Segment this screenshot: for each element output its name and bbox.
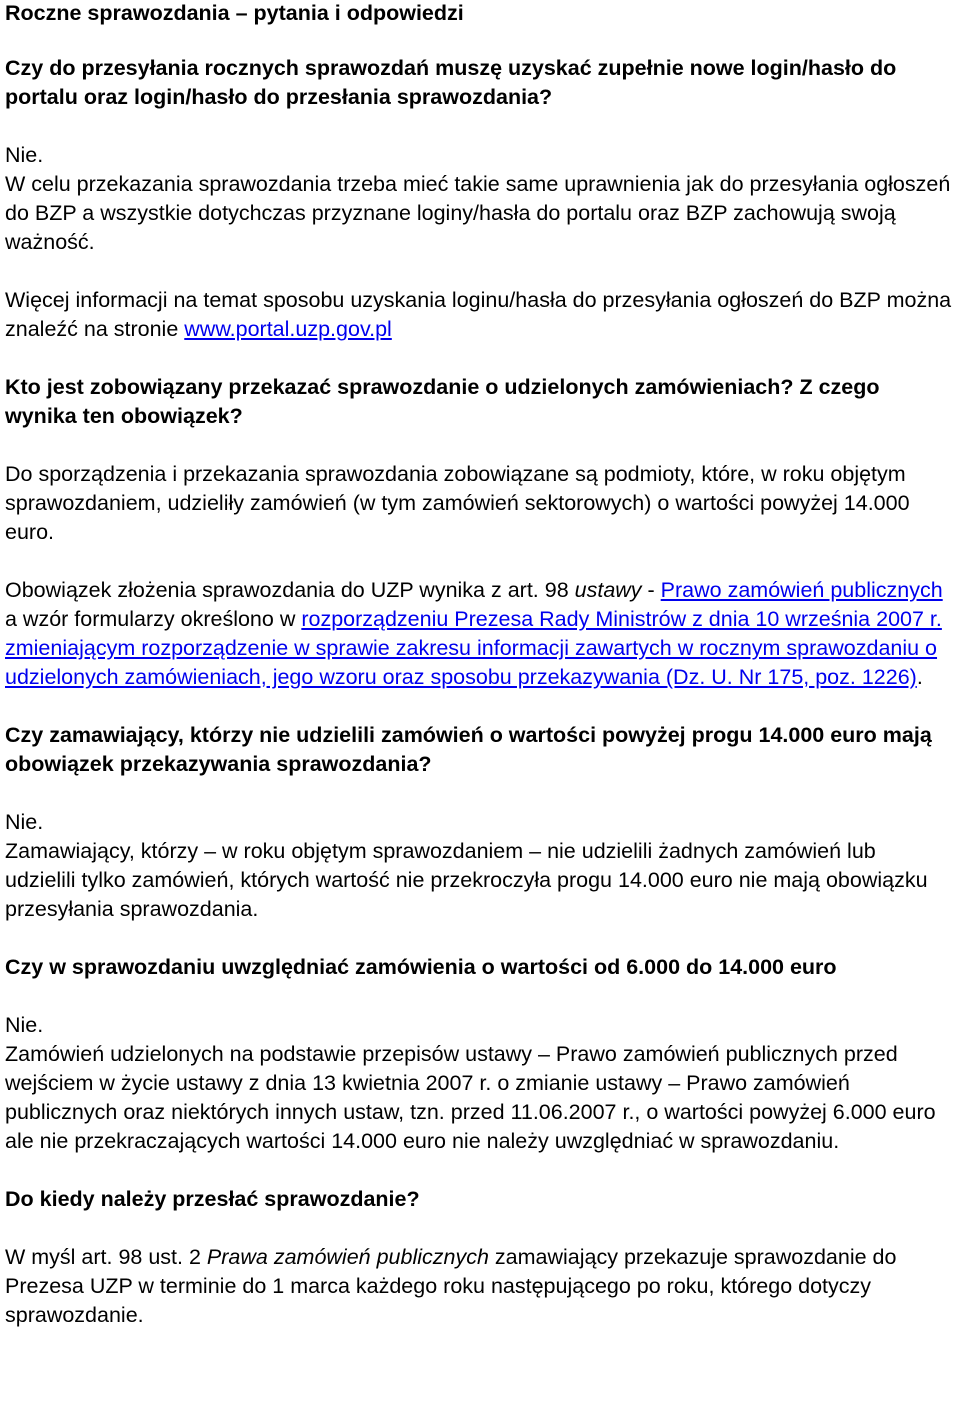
answer-2: Do sporządzenia i przekazania sprawozdania zobowiązane są podmioty, które, w roku objętym sprawozdaniem, udzieliły zamówień (w tym zamówień sektorowych) o wartości powyżej 14.000 euro. (5, 462, 910, 544)
legal-ustawy: ustawy (574, 578, 642, 602)
answer-4-short: Nie. (5, 1013, 44, 1037)
document-title: Roczne sprawozdania – pytania i odpowiedzi (5, 1, 464, 25)
spacer (5, 257, 952, 286)
legal-text-1: Obowiązek złożenia sprawozdania do UZP wynika z art. 98 (5, 578, 575, 602)
portal-link[interactable]: www.portal.uzp.gov.pl (184, 317, 392, 341)
answer-5-italic: Prawa zamówień publicznych (206, 1245, 489, 1269)
question-3: Czy zamawiający, którzy nie udzielili zamówień o wartości powyżej progu 14.000 euro mają obowiązek przekazywania sprawozdania? (5, 723, 932, 776)
question-1: Czy do przesyłania rocznych sprawozdań muszę uzyskać zupełnie nowe login/hasło do portalu oraz login/hasło do przesłania sprawozdania? (5, 56, 897, 109)
question-2: Kto jest zobowiązany przekazać sprawozdanie o udzielonych zamówieniach? Z czego wynika ten obowiązek? (5, 375, 880, 428)
link-prawo-zamowien-publicznych[interactable]: Prawo zamówień publicznych (660, 578, 943, 602)
link-rozporzadzenie[interactable]: rozporządzeniu Prezesa Rady Ministrów z dnia 10 września 2007 r. (301, 607, 942, 631)
question-5: Do kiedy należy przesłać sprawozdanie? (5, 1187, 420, 1211)
spacer (5, 779, 952, 808)
answer-1-more-info (5, 286, 952, 344)
answer-5 (5, 1243, 952, 1330)
answer-1-short: Nie. (5, 143, 44, 167)
answer-5-text-2: zamawiający przekazuje sprawozdanie do Prezesa UZP w terminie do 1 marca każdego roku następującego po roku, którego dotyczy sprawozdanie. (5, 1245, 897, 1327)
link-rozporzadzenie-zmieniajace[interactable]: zmieniającym rozporządzenie w sprawie zakresu informacji zawartych w rocznym sprawozdaniu o udzielonych zamówieniach, jego wzoru oraz sposobu przekazywania (Dz. U. Nr 175, poz. 1226) (5, 636, 938, 689)
answer-3: Zamawiający, którzy – w roku objętym sprawozdaniem – nie udzielili żadnych zamówień lub udzielili tylko zamówień, których wartość nie przekroczyła progu 14.000 euro nie mają obowiązku przesyłania sprawozdania. (5, 839, 928, 921)
spacer (5, 547, 952, 576)
legal-end: . (916, 665, 923, 689)
answer-1: W celu przekazania sprawozdania trzeba mieć takie same uprawnienia jak do przesyłania ogłoszeń do BZP a wszystkie dotychczas przyznane loginy/hasła do portalu oraz BZP zachowują swoją ważność. (5, 172, 951, 254)
spacer (5, 692, 952, 721)
more-info-text: Więcej informacji na temat sposobu uzyskania loginu/hasła do przesyłania ogłoszeń do BZP można znaleźć na stronie (5, 288, 952, 341)
spacer (5, 27, 952, 54)
answer-3-short: Nie. (5, 810, 44, 834)
answer-2-legal-basis (5, 576, 952, 692)
legal-dash: - (641, 578, 661, 602)
spacer (5, 924, 952, 953)
spacer (5, 112, 952, 141)
spacer (5, 431, 952, 460)
spacer (5, 344, 952, 373)
legal-text-2: a wzór formularzy określono w (5, 607, 302, 631)
spacer (5, 1156, 952, 1185)
spacer (5, 982, 952, 1011)
answer-4: Zamówień udzielonych na podstawie przepisów ustawy – Prawo zamówień publicznych przed wejściem w życie ustawy z dnia 13 kwietnia 2007 r. o zmianie ustawy – Prawo zamówień publicznych oraz niektórych innych ustaw, tzn. przed 11.06.2007 r., o wartości powyżej 6.000 euro ale nie przekraczających wartości 14.000 euro nie należy uwzględniać w sprawozdaniu. (5, 1042, 936, 1153)
spacer (5, 1214, 952, 1243)
question-4: Czy w sprawozdaniu uwzględniać zamówienia o wartości od 6.000 do 14.000 euro (5, 955, 837, 979)
answer-5-text-1: W myśl art. 98 ust. 2 (5, 1245, 207, 1269)
